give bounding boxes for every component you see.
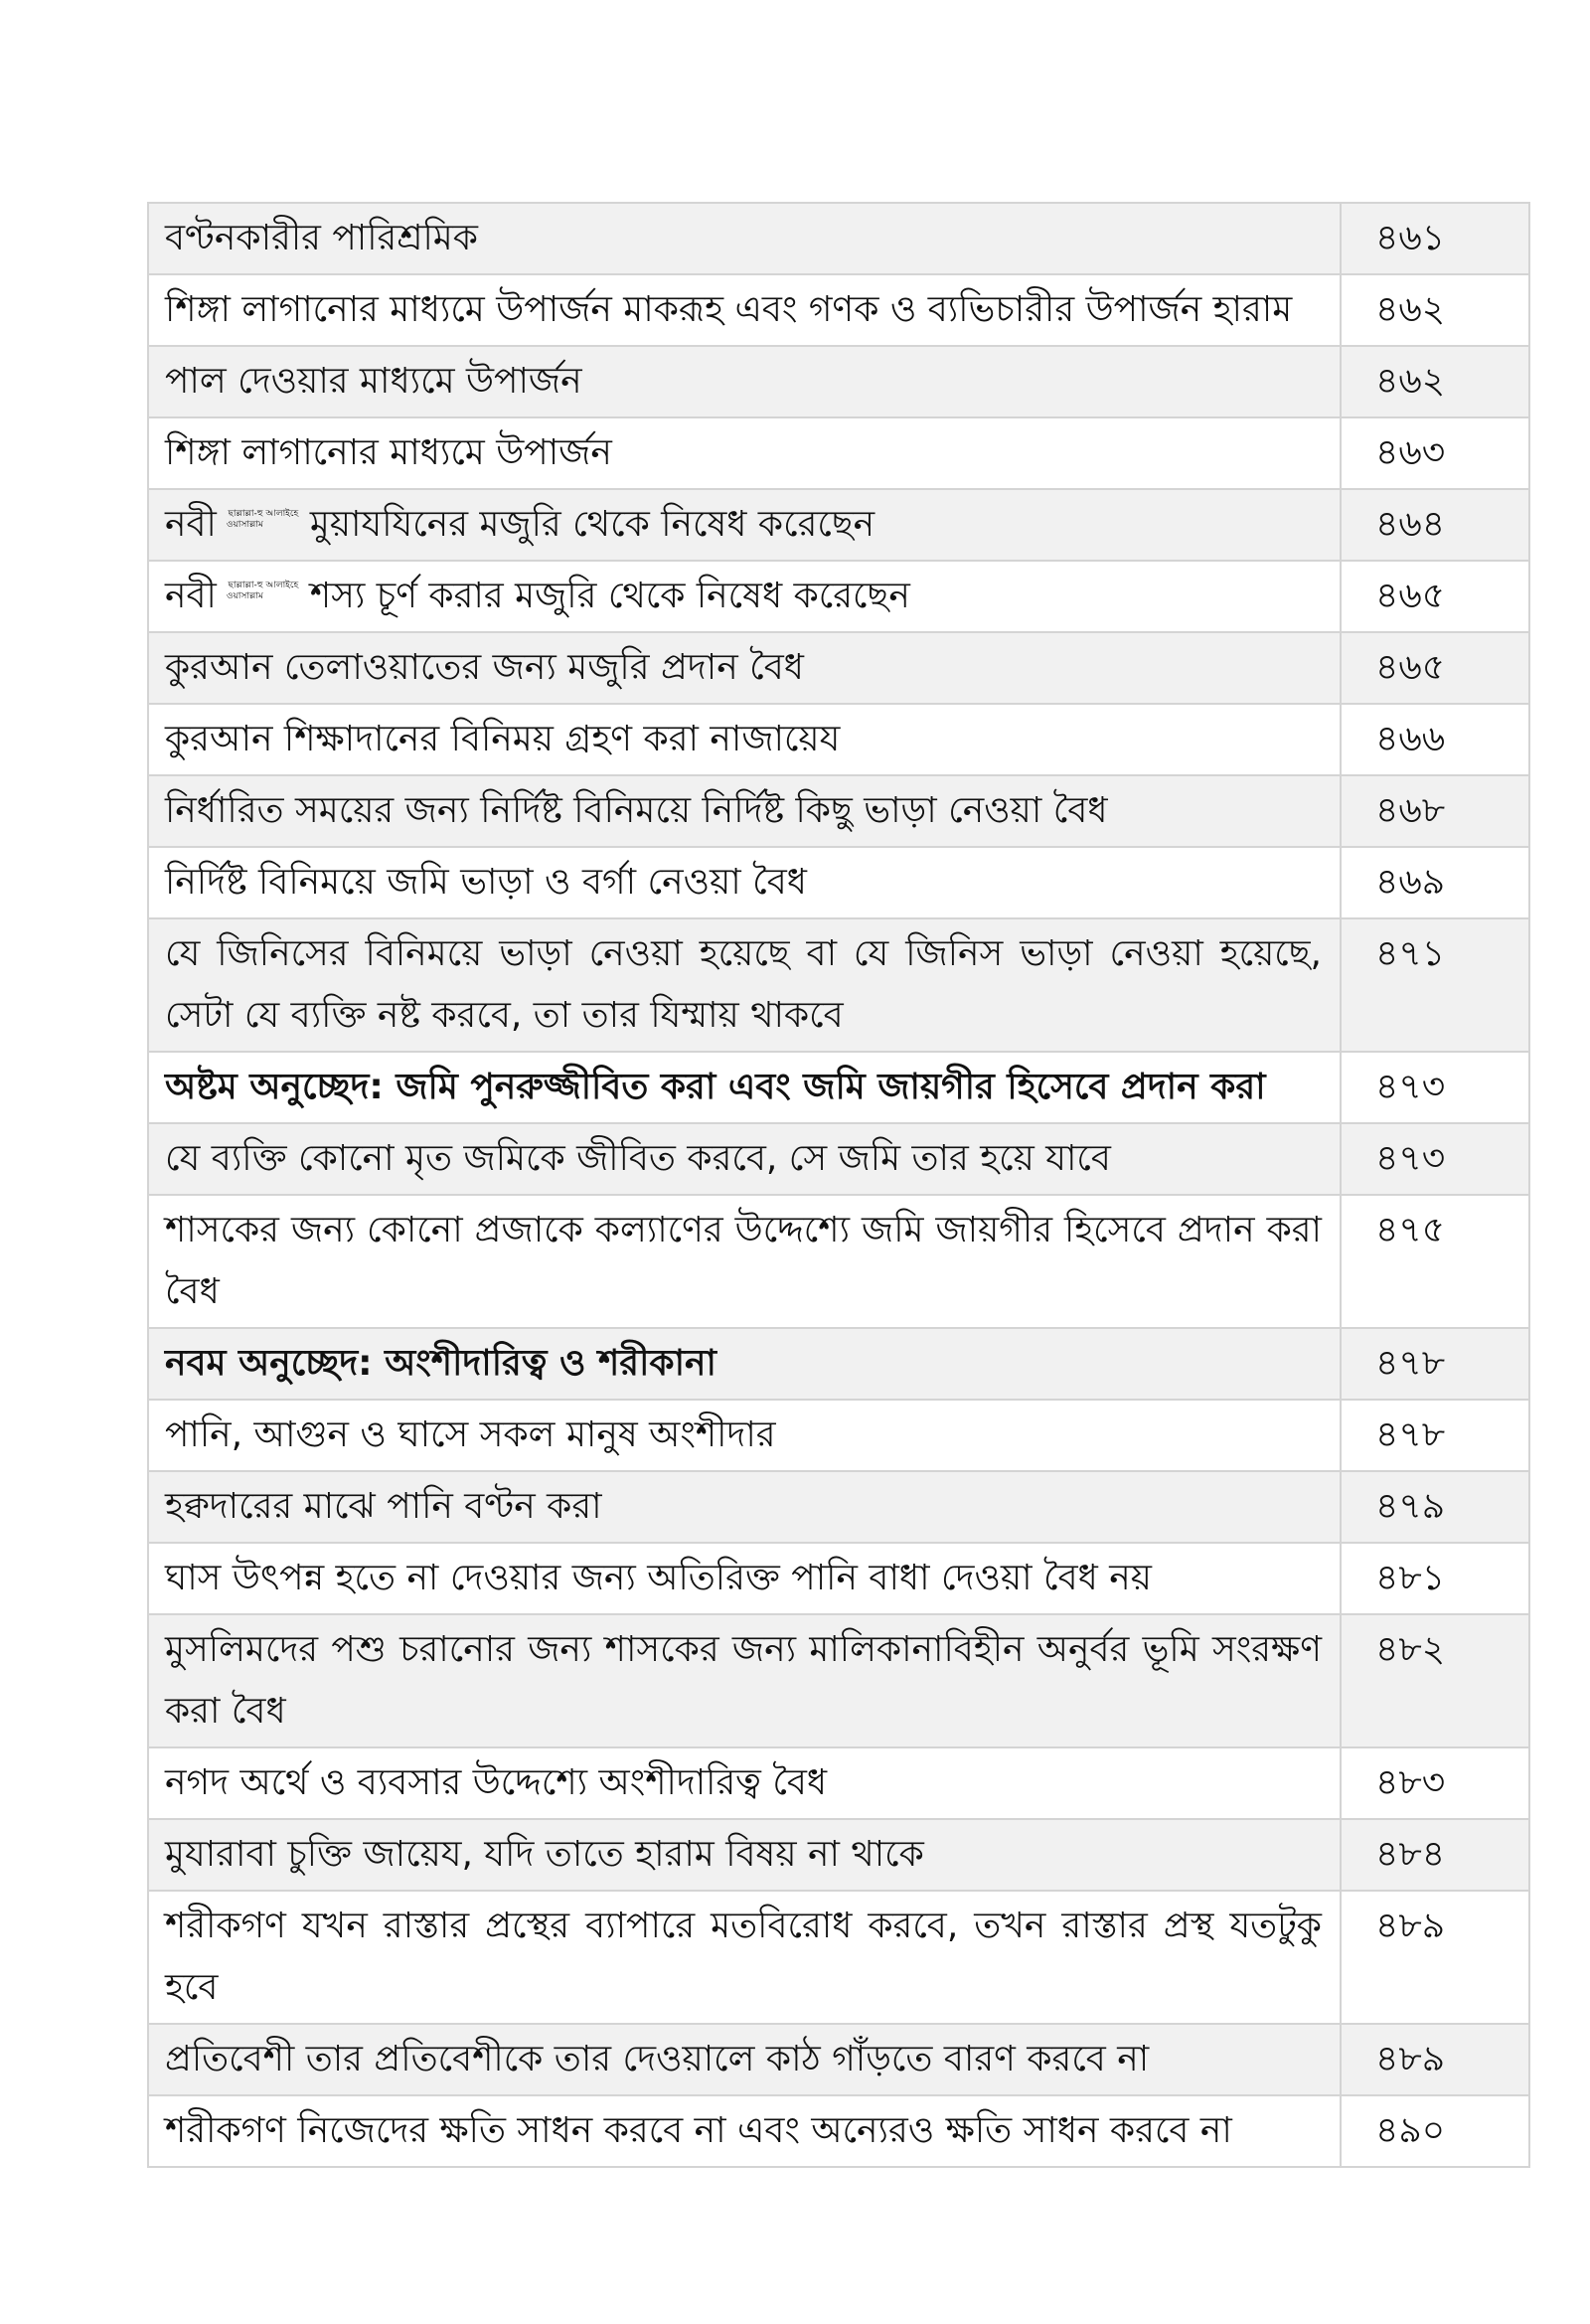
toc-row bbox=[148, 704, 1529, 775]
toc-entry-page: ৪৭৯ bbox=[1341, 1471, 1529, 1543]
toc-entry-page: ৪৭৩ bbox=[1341, 1052, 1529, 1123]
toc-entry-title bbox=[148, 561, 1341, 632]
toc-entry-title: যে জিনিসের বিনিময়ে ভাড়া নেওয়া হয়েছে বা যে জিনিস ভাড়া নেওয়া হয়েছে, সেটা যে ব্যক্তি নষ্ট করবে, তা তার যিম্মায় থাকবে bbox=[148, 918, 1341, 1052]
toc-row bbox=[148, 1471, 1529, 1543]
toc-section-title: অষ্টম অনুচ্ছেদ: জমি পুনরুজ্জীবিত করা এবং জমি জায়গীর হিসেবে প্রদান করা bbox=[148, 1052, 1341, 1123]
toc-entry-page: ৪৬১ bbox=[1341, 203, 1529, 274]
toc-entry-page: ৪৬২ bbox=[1341, 346, 1529, 417]
toc-entry-title: কুরআন শিক্ষাদানের বিনিময় গ্রহণ করা নাজায়েয bbox=[148, 704, 1341, 775]
toc-row bbox=[148, 1123, 1529, 1195]
toc-row-section-heading bbox=[148, 1328, 1529, 1400]
toc-entry-title: হক্বদারের মাঝে পানি বণ্টন করা bbox=[148, 1471, 1341, 1543]
toc-entry-page: ৪৮৪ bbox=[1341, 1819, 1529, 1891]
toc-entry-title: পাল দেওয়ার মাধ্যমে উপার্জন bbox=[148, 346, 1341, 417]
toc-row bbox=[148, 489, 1529, 561]
toc-row bbox=[148, 2095, 1529, 2167]
toc-entry-page: ৪৬৩ bbox=[1341, 417, 1529, 489]
toc-row bbox=[148, 203, 1529, 274]
toc-entry-page: ৪৬৪ bbox=[1341, 489, 1529, 561]
toc-entry-page: ৪৬৫ bbox=[1341, 561, 1529, 632]
toc-title-after: শস্য চূর্ণ করার মজুরি থেকে নিষেধ করেছেন bbox=[309, 576, 910, 616]
toc-title-before: নবী bbox=[165, 504, 217, 545]
toc-entry-page: ৪৯০ bbox=[1341, 2095, 1529, 2167]
toc-row bbox=[148, 561, 1529, 632]
toc-row bbox=[148, 632, 1529, 704]
toc-entry-title: মুযারাবা চুক্তি জায়েয, যদি তাতে হারাম বিষয় না থাকে bbox=[148, 1819, 1341, 1891]
toc-entry-title: শরীকগণ যখন রাস্তার প্রস্থের ব্যাপারে মতবিরোধ করবে, তখন রাস্তার প্রস্থ যতটুকু হবে bbox=[148, 1891, 1341, 2024]
toc-entry-title: নির্দিষ্ট বিনিময়ে জমি ভাড়া ও বর্গা নেওয়া বৈধ bbox=[148, 847, 1341, 918]
toc-entry-page: ৪৭৮ bbox=[1341, 1328, 1529, 1400]
toc-title-after: মুয়াযযিনের মজুরি থেকে নিষেধ করেছেন bbox=[309, 504, 875, 545]
toc-row bbox=[148, 1195, 1529, 1328]
toc-entry-title: কুরআন তেলাওয়াতের জন্য মজুরি প্রদান বৈধ bbox=[148, 632, 1341, 704]
toc-row-section-heading bbox=[148, 1052, 1529, 1123]
toc-entry-title: বণ্টনকারীর পারিশ্রমিক bbox=[148, 203, 1341, 274]
toc-entry-title: নির্ধারিত সময়ের জন্য নির্দিষ্ট বিনিময়ে নির্দিষ্ট কিছু ভাড়া নেওয়া বৈধ bbox=[148, 775, 1341, 847]
toc-row bbox=[148, 775, 1529, 847]
toc-entry-page: ৪৬৬ bbox=[1341, 704, 1529, 775]
toc-entry-title: পানি, আগুন ও ঘাসে সকল মানুষ অংশীদার bbox=[148, 1400, 1341, 1471]
toc-row bbox=[148, 1819, 1529, 1891]
toc-row bbox=[148, 417, 1529, 489]
toc-row bbox=[148, 274, 1529, 346]
toc-entry-page: ৪৮৯ bbox=[1341, 2024, 1529, 2095]
toc-row bbox=[148, 1543, 1529, 1614]
toc-row bbox=[148, 918, 1529, 1052]
toc-entry-page: ৪৮২ bbox=[1341, 1614, 1529, 1747]
table-of-contents bbox=[147, 202, 1530, 2168]
toc-entry-title: মুসলিমদের পশু চরানোর জন্য শাসকের জন্য মালিকানাবিহীন অনুর্বর ভূমি সংরক্ষণ করা বৈধ bbox=[148, 1614, 1341, 1747]
toc-entry-title: ঘাস উৎপন্ন হতে না দেওয়ার জন্য অতিরিক্ত পানি বাধা দেওয়া বৈধ নয় bbox=[148, 1543, 1341, 1614]
toc-entry-page: ৪৬২ bbox=[1341, 274, 1529, 346]
salutation-glyph: ছাল্লাল্লা-হু আলাইহে ওয়াসাল্লাম bbox=[226, 509, 299, 530]
toc-row bbox=[148, 1747, 1529, 1819]
toc-entry-title: নগদ অর্থে ও ব্যবসার উদ্দেশ্যে অংশীদারিত্ব বৈধ bbox=[148, 1747, 1341, 1819]
toc-entry-title: প্রতিবেশী তার প্রতিবেশীকে তার দেওয়ালে কাঠ গাঁড়তে বারণ করবে না bbox=[148, 2024, 1341, 2095]
toc-entry-title: যে ব্যক্তি কোনো মৃত জমিকে জীবিত করবে, সে জমি তার হয়ে যাবে bbox=[148, 1123, 1341, 1195]
toc-row bbox=[148, 346, 1529, 417]
toc-section-title: নবম অনুচ্ছেদ: অংশীদারিত্ব ও শরীকানা bbox=[148, 1328, 1341, 1400]
toc-title-before: নবী bbox=[165, 576, 217, 616]
toc-row bbox=[148, 2024, 1529, 2095]
toc-entry-page: ৪৭৮ bbox=[1341, 1400, 1529, 1471]
toc-entry-page: ৪৬৫ bbox=[1341, 632, 1529, 704]
toc-entry-title: শাসকের জন্য কোনো প্রজাকে কল্যাণের উদ্দেশ্যে জমি জায়গীর হিসেবে প্রদান করা বৈধ bbox=[148, 1195, 1341, 1328]
toc-row bbox=[148, 1891, 1529, 2024]
toc-row bbox=[148, 1614, 1529, 1747]
salutation-glyph: ছাল্লাল্লা-হু আলাইহে ওয়াসাল্লাম bbox=[226, 581, 299, 601]
toc-entry-title: শরীকগণ নিজেদের ক্ষতি সাধন করবে না এবং অন্যেরও ক্ষতি সাধন করবে না bbox=[148, 2095, 1341, 2167]
toc-entry-page: ৪৮১ bbox=[1341, 1543, 1529, 1614]
toc-entry-page: ৪৬৯ bbox=[1341, 847, 1529, 918]
toc-entry-page: ৪৭১ bbox=[1341, 918, 1529, 1052]
toc-row bbox=[148, 847, 1529, 918]
toc-entry-page: ৪৮৩ bbox=[1341, 1747, 1529, 1819]
toc-entry-page: ৪৭৩ bbox=[1341, 1123, 1529, 1195]
toc-entry-title: শিঙ্গা লাগানোর মাধ্যমে উপার্জন মাকরূহ এবং গণক ও ব্যভিচারীর উপার্জন হারাম bbox=[148, 274, 1341, 346]
toc-entry-page: ৪৬৮ bbox=[1341, 775, 1529, 847]
toc-entry-page: ৪৮৯ bbox=[1341, 1891, 1529, 2024]
toc-row bbox=[148, 1400, 1529, 1471]
toc-entry-page: ৪৭৫ bbox=[1341, 1195, 1529, 1328]
toc-entry-title bbox=[148, 489, 1341, 561]
toc-entry-title: শিঙ্গা লাগানোর মাধ্যমে উপার্জন bbox=[148, 417, 1341, 489]
